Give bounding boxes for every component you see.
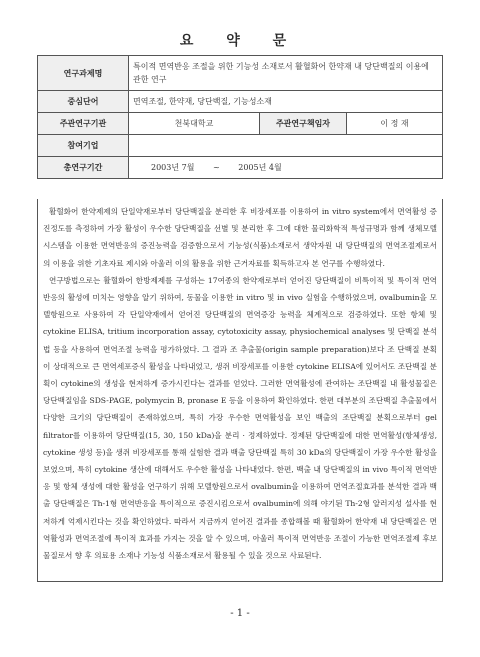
keywords-label: 중심단어 [38,91,129,113]
project-title-value: 특이적 면역반응 조절을 위한 기능성 소재로서 활혈화어 한약재 내 당단백질의 이용에 관한 연구 [129,56,443,91]
organization-label: 주관연구기관 [38,113,129,135]
participating-company-label: 참여기업 [38,135,129,157]
row-participating-company [38,135,443,157]
row-research-period [38,157,443,179]
research-period-value [129,157,443,179]
research-period-label: 총연구기간 [38,157,129,179]
project-info-table [37,55,443,179]
principal-investigator-label: 주관연구책임자 [260,113,347,135]
row-keywords [38,91,443,113]
project-title-label: 연구과제명 [38,56,129,91]
period-start: 2003년 7월 [151,163,195,172]
abstract-paragraph: 활혈화어 한약제제의 단일약재로부터 당단백질을 분리한 후 비장세포를 이용하여 in vitro system에서 면역활성 증진정도를 측정하여 가장 활성이 우수한 당단백질을 선별 및 분리한 후 그에 대한 물리화학적 특성규명과 함께 생체모델시스템을 이용한 면역반응의 증진능력을 검증함으로서 기능성(식품)소재로서 생약자원 내 당단백질의 면역조절제로서의 이용을 위한 기초자료 제시와 아울러 이의 활용을 위한 근거자료를 획득하고자 본 연구를 수행하였다. [43,207,437,268]
keywords-value: 면역조절, 한약재, 당단백질, 기능성소재 [129,91,443,113]
document-title: 요 약 문 [179,33,301,49]
participating-company-value [129,135,443,157]
abstract-paragraph: 연구방법으로는 활혈화어 한방제제를 구성하는 17여종의 한약재로부터 얻어진 당단백질이 비특이적 및 특이적 면역반응의 활성에 미치는 영향을 알기 위하여, 동물을 이용한 in vitro 및 in vivo 실험을 수행하였으며, ovalbumin을 모델항원으로 사용하여 각 단일약재에서 얻어진 당단백질의 면역증강 능력을 체계적으로 검증하였다. 또한 항체 및 cytokine ELISA, tritium incorporation assay, cytotoxicity assay, physiochemical analyses 및 단백질 분석법 등을 사용하여 면역조절 능력을 평가하였다. 그 결과 조 추출물(origin sample preparation)보다 조 단백질 분획이 상대적으로 큰 면역세포증식 활성을 나타내었고, 생쥐 비장세포를 이용한 cytokine ELISA에 있어서도 조단백질 분획이 cytokine의 생성을 현저하게 증가시킨다는 결과를 얻었다. 그러한 면역활성에 관여하는 조단백질 내 활성물질은 당단백질임을 SDS-PAGE, polymycin B, pronase E 등을 이용하여 확인하였다. 한편 대부분의 조단백질 추출물에서 다양한 크기의 당단백질이 존재하였으며, 특히 가장 우수한 면역활성을 보인 백출의 조단백질 분획으로부터 gel filtrator를 이용하여 당단백질(15, 30, 150 kDa)을 분리 · 정제하였다. 정제된 당단백질에 대한 면역활성(항체생성, cytokine 생성 등)을 생쥐 비장세포를 통해 실험한 결과 백출 당단백질 특히 30 kDa의 당단백질이 가장 우수한 활성을 보였으며, 특히 cytokine 생산에 대해서도 우수한 활성을 나타내었다. 한편, 백출 내 당단백질의 in vivo 특이적 면역반응 및 항체 생성에 대한 활성을 연구하기 위해 모델항원으로서 ovalbumin을 이용하여 면역조절효과를 분석한 결과 백출 당단백질은 Th-1형 면역반응을 특이적으로 증진시킴으로서 ovalbumin에 의해 야기된 Th-2형 알러지성 설사를 현저하게 억제시킨다는 것을 확인하였다. 따라서 지금까지 얻어진 결과를 종합해볼 때 활혈화어 한약재 내 당단백질은 면역활성과 면역조절에 특이적 효과를 가지는 것을 알 수 있으며, 아울러 특이적 면역반응 조절이 가능한 면역조절제 후보물질로서 향 후 의료용 소재나 기능성 식품소재로서 활용될 수 있을 것으로 사료된다. [43,275,437,561]
period-end: 2005년 4월 [238,163,282,172]
organization-value: 천북대학교 [129,113,260,135]
row-project-title [38,56,443,91]
abstract-box [37,199,443,582]
period-separator: ~ [213,163,220,172]
row-organization [38,113,443,135]
principal-investigator-value: 이 정 재 [347,113,443,135]
page-number: - 1 - [230,608,250,619]
